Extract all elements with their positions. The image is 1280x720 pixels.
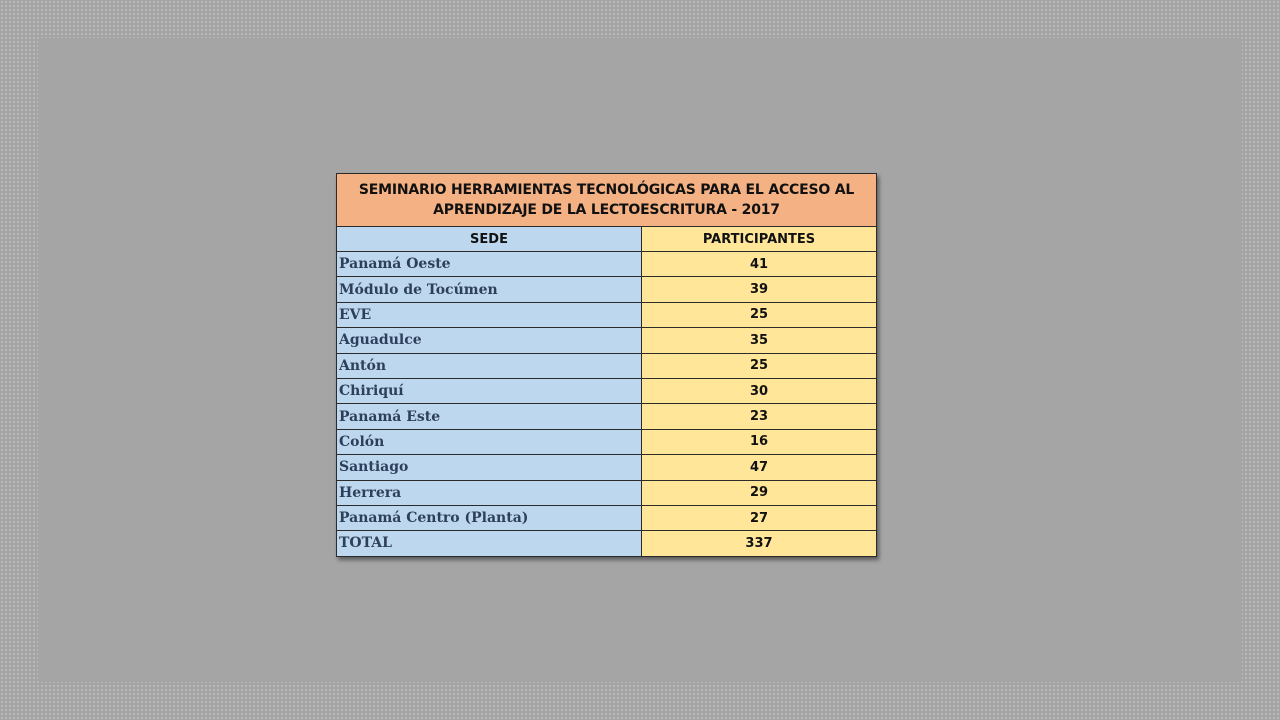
cell-sede: EVE	[337, 302, 642, 327]
table-header-row	[337, 227, 877, 252]
total-row	[337, 531, 877, 556]
cell-participantes: 30	[642, 378, 877, 403]
table-row	[337, 505, 877, 530]
cell-participantes: 29	[642, 480, 877, 505]
table-title-row	[337, 174, 877, 227]
cell-sede: Módulo de Tocúmen	[337, 277, 642, 302]
cell-sede: Panamá Centro (Planta)	[337, 505, 642, 530]
cell-participantes: 35	[642, 328, 877, 353]
table-row	[337, 480, 877, 505]
cell-sede: Panamá Oeste	[337, 252, 642, 277]
table-row	[337, 353, 877, 378]
table-row	[337, 429, 877, 454]
table-row	[337, 378, 877, 403]
table-row	[337, 404, 877, 429]
cell-participantes: 47	[642, 455, 877, 480]
participants-table	[336, 173, 877, 557]
cell-sede: Herrera	[337, 480, 642, 505]
cell-participantes: 16	[642, 429, 877, 454]
table-row	[337, 252, 877, 277]
cell-sede: Antón	[337, 353, 642, 378]
cell-participantes: 25	[642, 302, 877, 327]
table-row	[337, 277, 877, 302]
table-title: SEMINARIO HERRAMIENTAS TECNOLÓGICAS PARA EL ACCESO AL APRENDIZAJE DE LA LECTOESCRITURA - 2017	[337, 174, 877, 227]
cell-participantes: 41	[642, 252, 877, 277]
cell-sede: Chiriquí	[337, 378, 642, 403]
cell-sede: Santiago	[337, 455, 642, 480]
cell-participantes: 25	[642, 353, 877, 378]
table-row	[337, 328, 877, 353]
cell-participantes: 39	[642, 277, 877, 302]
cell-sede: Colón	[337, 429, 642, 454]
cell-sede: Aguadulce	[337, 328, 642, 353]
header-participantes: PARTICIPANTES	[642, 227, 877, 252]
header-sede: SEDE	[337, 227, 642, 252]
cell-participantes: 27	[642, 505, 877, 530]
cell-sede: Panamá Este	[337, 404, 642, 429]
table-row	[337, 302, 877, 327]
cell-participantes: 23	[642, 404, 877, 429]
table-row	[337, 455, 877, 480]
total-label: TOTAL	[337, 531, 642, 556]
total-value: 337	[642, 531, 877, 556]
